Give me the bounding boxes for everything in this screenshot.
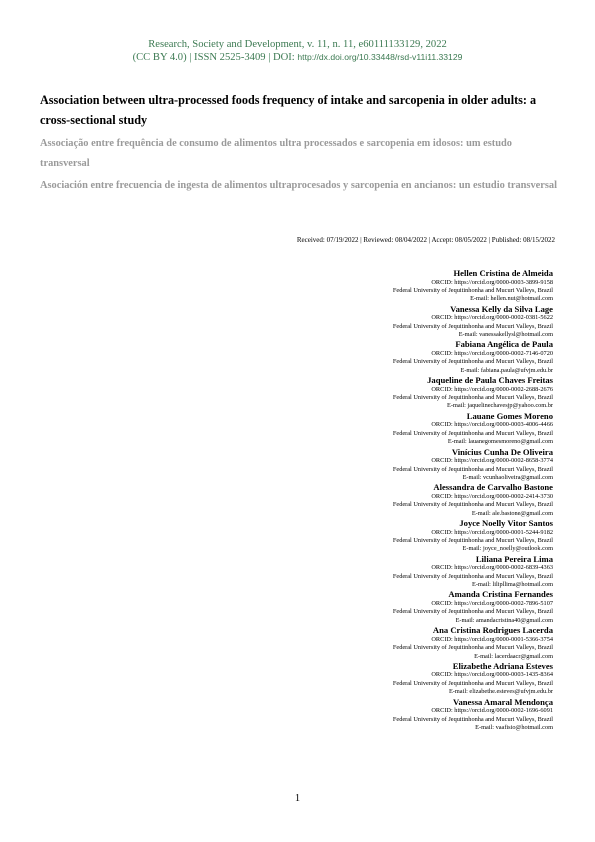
author-name: Vanessa Amaral Mendonça <box>453 696 553 707</box>
author-block <box>133 304 553 340</box>
author-affiliation: Federal University of Jequitinhonha and Mucuri Valleys, Brazil <box>392 501 553 509</box>
title-portuguese: Associação entre frequência de consumo de alimentos ultra processados e sarcopenia em idosos: um estudo transversal <box>40 138 512 169</box>
author-block <box>133 554 553 590</box>
author-name: Lauane Gomes Moreno <box>466 410 553 421</box>
author-block <box>133 661 553 697</box>
author-orcid[interactable]: ORCID: https://orcid.org/0000-0002-2414-3730 <box>431 492 553 500</box>
author-affiliation: Federal University of Jequitinhonha and Mucuri Valleys, Brazil <box>392 465 553 473</box>
author-orcid[interactable]: ORCID: https://orcid.org/0000-0002-0381-5622 <box>431 314 553 322</box>
author-block <box>133 697 553 733</box>
author-name: Amanda Cristina Fernandes <box>448 589 553 600</box>
author-name: Alessandra de Carvalho Bastone <box>433 482 553 493</box>
author-affiliation: Federal University of Jequitinhonha and Mucuri Valleys, Brazil <box>392 608 553 616</box>
author-orcid[interactable]: ORCID: https://orcid.org/0000-0001-5366-3754 <box>431 635 553 643</box>
author-name: Ana Cristina Rodrigues Lacerda <box>432 625 553 636</box>
journal-header <box>0 38 595 64</box>
author-orcid[interactable]: ORCID: https://orcid.org/0000-0002-6839-4363 <box>431 564 553 572</box>
author-name: Liliana Pereira Lima <box>475 553 553 564</box>
author-block <box>133 518 553 554</box>
author-email[interactable]: E-mail: jaquelinechavesjp@yahoo.com.br <box>447 402 553 410</box>
author-block <box>133 411 553 447</box>
author-email[interactable]: E-mail: lilipllima@hotmail.com <box>472 581 553 589</box>
author-email[interactable]: E-mail: ale.bastone@gmail.com <box>471 509 553 517</box>
author-orcid[interactable]: ORCID: https://orcid.org/0000-0002-1696-6091 <box>431 707 553 715</box>
author-orcid[interactable]: ORCID: https://orcid.org/0000-0003-1435-8364 <box>431 671 553 679</box>
author-affiliation: Federal University of Jequitinhonha and Mucuri Valleys, Brazil <box>392 572 553 580</box>
author-orcid[interactable]: ORCID: https://orcid.org/0000-0003-4006-4466 <box>431 421 553 429</box>
author-block <box>133 482 553 518</box>
author-affiliation: Federal University of Jequitinhonha and Mucuri Valleys, Brazil <box>392 394 553 402</box>
author-name: Vinícius Cunha De Oliveira <box>451 446 553 457</box>
author-orcid[interactable]: ORCID: https://orcid.org/0000-0001-5244-9182 <box>431 528 553 536</box>
author-name: Fabiana Angélica de Paula <box>455 339 553 350</box>
author-affiliation: Federal University of Jequitinhonha and Mucuri Valleys, Brazil <box>392 679 553 687</box>
author-list <box>133 268 553 732</box>
author-name: Joyce Noelly Vitor Santos <box>459 518 553 529</box>
author-name: Hellen Cristina de Almeida <box>453 268 553 278</box>
author-email[interactable]: E-mail: fabiana.paula@ufvjm.edu.br <box>460 366 553 374</box>
author-affiliation: Federal University of Jequitinhonha and Mucuri Valleys, Brazil <box>392 322 553 330</box>
author-affiliation: Federal University of Jequitinhonha and Mucuri Valleys, Brazil <box>392 429 553 437</box>
author-email[interactable]: E-mail: amandacristina40@gmail.com <box>455 616 553 624</box>
author-affiliation: Federal University of Jequitinhonha and Mucuri Valleys, Brazil <box>392 644 553 652</box>
author-affiliation: Federal University of Jequitinhonha and Mucuri Valleys, Brazil <box>392 536 553 544</box>
author-block <box>133 339 553 375</box>
author-email[interactable]: E-mail: hellen.nut@hotmail.com <box>470 295 553 303</box>
author-block <box>133 447 553 483</box>
author-orcid[interactable]: ORCID: https://orcid.org/0000-0002-7146-0720 <box>431 349 553 357</box>
page-number: 1 <box>294 793 301 804</box>
author-affiliation: Federal University of Jequitinhonha and Mucuri Valleys, Brazil <box>392 358 553 366</box>
author-email[interactable]: E-mail: elizabethe.esteves@ufvjm.edu.br <box>448 688 553 696</box>
publication-dates: Received: 07/19/2022 | Reviewed: 08/04/2022 | Accept: 08/05/2022 | Published: 08/15/2022 <box>296 236 555 244</box>
author-email[interactable]: E-mail: vcunhaoliveira@gmail.com <box>462 473 553 481</box>
author-name: Jaqueline de Paula Chaves Freitas <box>427 375 553 386</box>
author-block <box>133 589 553 625</box>
author-email[interactable]: E-mail: vanessakellysl@hotmail.com <box>458 331 553 339</box>
title-english: Association between ultra-processed foods frequency of intake and sarcopenia in older adults: a cross-sectional study <box>40 93 537 127</box>
license-issn-doi <box>0 51 595 64</box>
author-email[interactable]: E-mail: joyce_noelly@outlook.com <box>462 545 553 553</box>
author-affiliation: Federal University of Jequitinhonha and Mucuri Valleys, Brazil <box>392 286 553 294</box>
author-name: Vanessa Kelly da Silva Lage <box>450 303 553 314</box>
author-block <box>133 625 553 661</box>
author-email[interactable]: E-mail: vaafisio@hotmail.com <box>475 723 553 731</box>
journal-citation: Research, Society and Development, v. 11, n. 11, e60111133129, 2022 <box>148 39 447 50</box>
title-spanish: Asociación entre frecuencia de ingesta de alimentos ultraprocesados y sarcopenia en ancianos: un estudio transversal <box>40 180 558 191</box>
author-orcid[interactable]: ORCID: https://orcid.org/0000-0002-7896-5107 <box>431 599 553 607</box>
author-email[interactable]: E-mail: lauanegomesmoreno@gmail.com <box>447 438 553 446</box>
author-affiliation: Federal University of Jequitinhonha and Mucuri Valleys, Brazil <box>392 715 553 723</box>
author-name: Elizabethe Adriana Esteves <box>452 660 553 671</box>
author-orcid[interactable]: ORCID: https://orcid.org/0000-0002-8658-3774 <box>431 457 553 465</box>
author-block <box>133 375 553 411</box>
doi-link[interactable]: http://dx.doi.org/10.33448/rsd-v11i11.33129 <box>297 52 463 62</box>
author-orcid[interactable]: ORCID: https://orcid.org/0000-0003-3899-9158 <box>431 278 553 286</box>
author-email[interactable]: E-mail: lacerdaacr@gmail.com <box>474 652 553 660</box>
author-block <box>133 268 553 304</box>
license-issn: (CC BY 4.0) | ISSN 2525-3409 | DOI: <box>132 52 298 63</box>
author-orcid[interactable]: ORCID: https://orcid.org/0000-0002-2688-2676 <box>431 385 553 393</box>
